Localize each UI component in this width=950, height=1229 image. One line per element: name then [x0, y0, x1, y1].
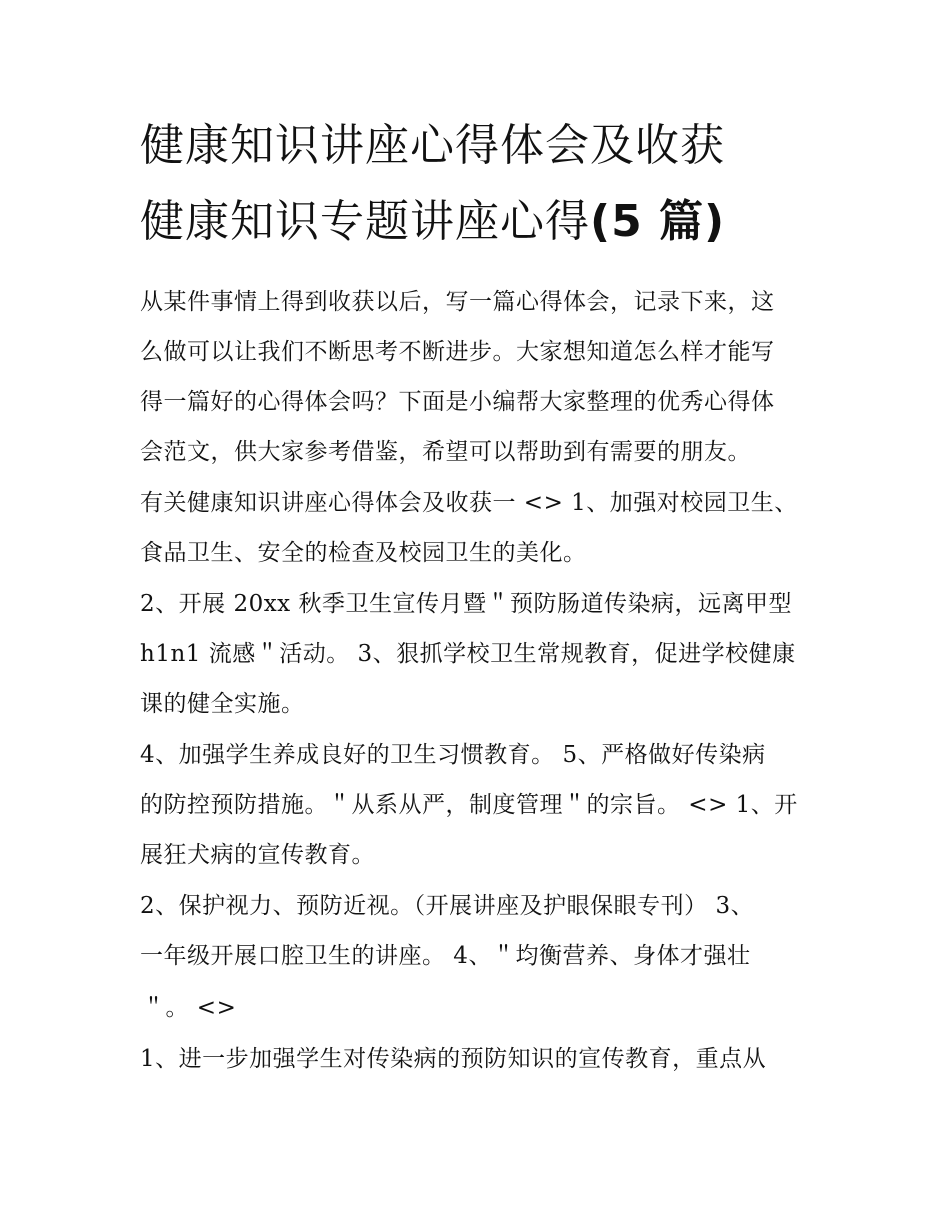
document-title-line-2-suffix: (5 篇) — [590, 196, 726, 247]
body-line: 从某件事情上得到收获以后，写一篇心得体会，记录下来，这 — [140, 289, 775, 315]
body-line: 课的健全实施。 — [140, 691, 305, 717]
body-line: 2、保护视力、预防近视。（开展讲座及护眼保眼专刊） 3、 — [140, 893, 755, 919]
body-line: 的防控预防措施。＂从系从严，制度管理＂的宗旨。 <> 1、开 — [140, 792, 798, 818]
body-line: ＂。 <> — [142, 995, 237, 1021]
body-line: 2、开展 20xx 秋季卫生宣传月暨＂预防肠道传染病，远离甲型 — [140, 591, 792, 617]
body-line: 有关健康知识讲座心得体会及收获一 <> 1、加强对校园卫生、 — [140, 490, 798, 516]
body-line: 么做可以让我们不断思考不断进步。大家想知道怎么样才能写 — [140, 339, 775, 365]
body-line: 1、进一步加强学生对传染病的预防知识的宣传教育，重点从 — [140, 1046, 767, 1072]
document-title-line-2 — [140, 192, 725, 252]
document-title-line-2-main: 健康知识专题讲座心得 — [140, 196, 590, 247]
body-line: h1n1 流感＂活动。 3、狠抓学校卫生常规教育，促进学校健康 — [140, 641, 796, 667]
body-line: 一年级开展口腔卫生的讲座。 4、＂均衡营养、身体才强壮 — [140, 943, 751, 969]
body-line: 得一篇好的心得体会吗？下面是小编帮大家整理的优秀心得体 — [140, 389, 775, 415]
body-line: 食品卫生、安全的检查及校园卫生的美化。 — [140, 540, 587, 566]
body-line: 展狂犬病的宣传教育。 — [140, 842, 375, 868]
body-line: 4、加强学生养成良好的卫生习惯教育。 5、严格做好传染病 — [140, 742, 766, 768]
document-title-line-1: 健康知识讲座心得体会及收获 — [140, 120, 725, 171]
body-line: 会范文，供大家参考借鉴，希望可以帮助到有需要的朋友。 — [140, 439, 751, 465]
